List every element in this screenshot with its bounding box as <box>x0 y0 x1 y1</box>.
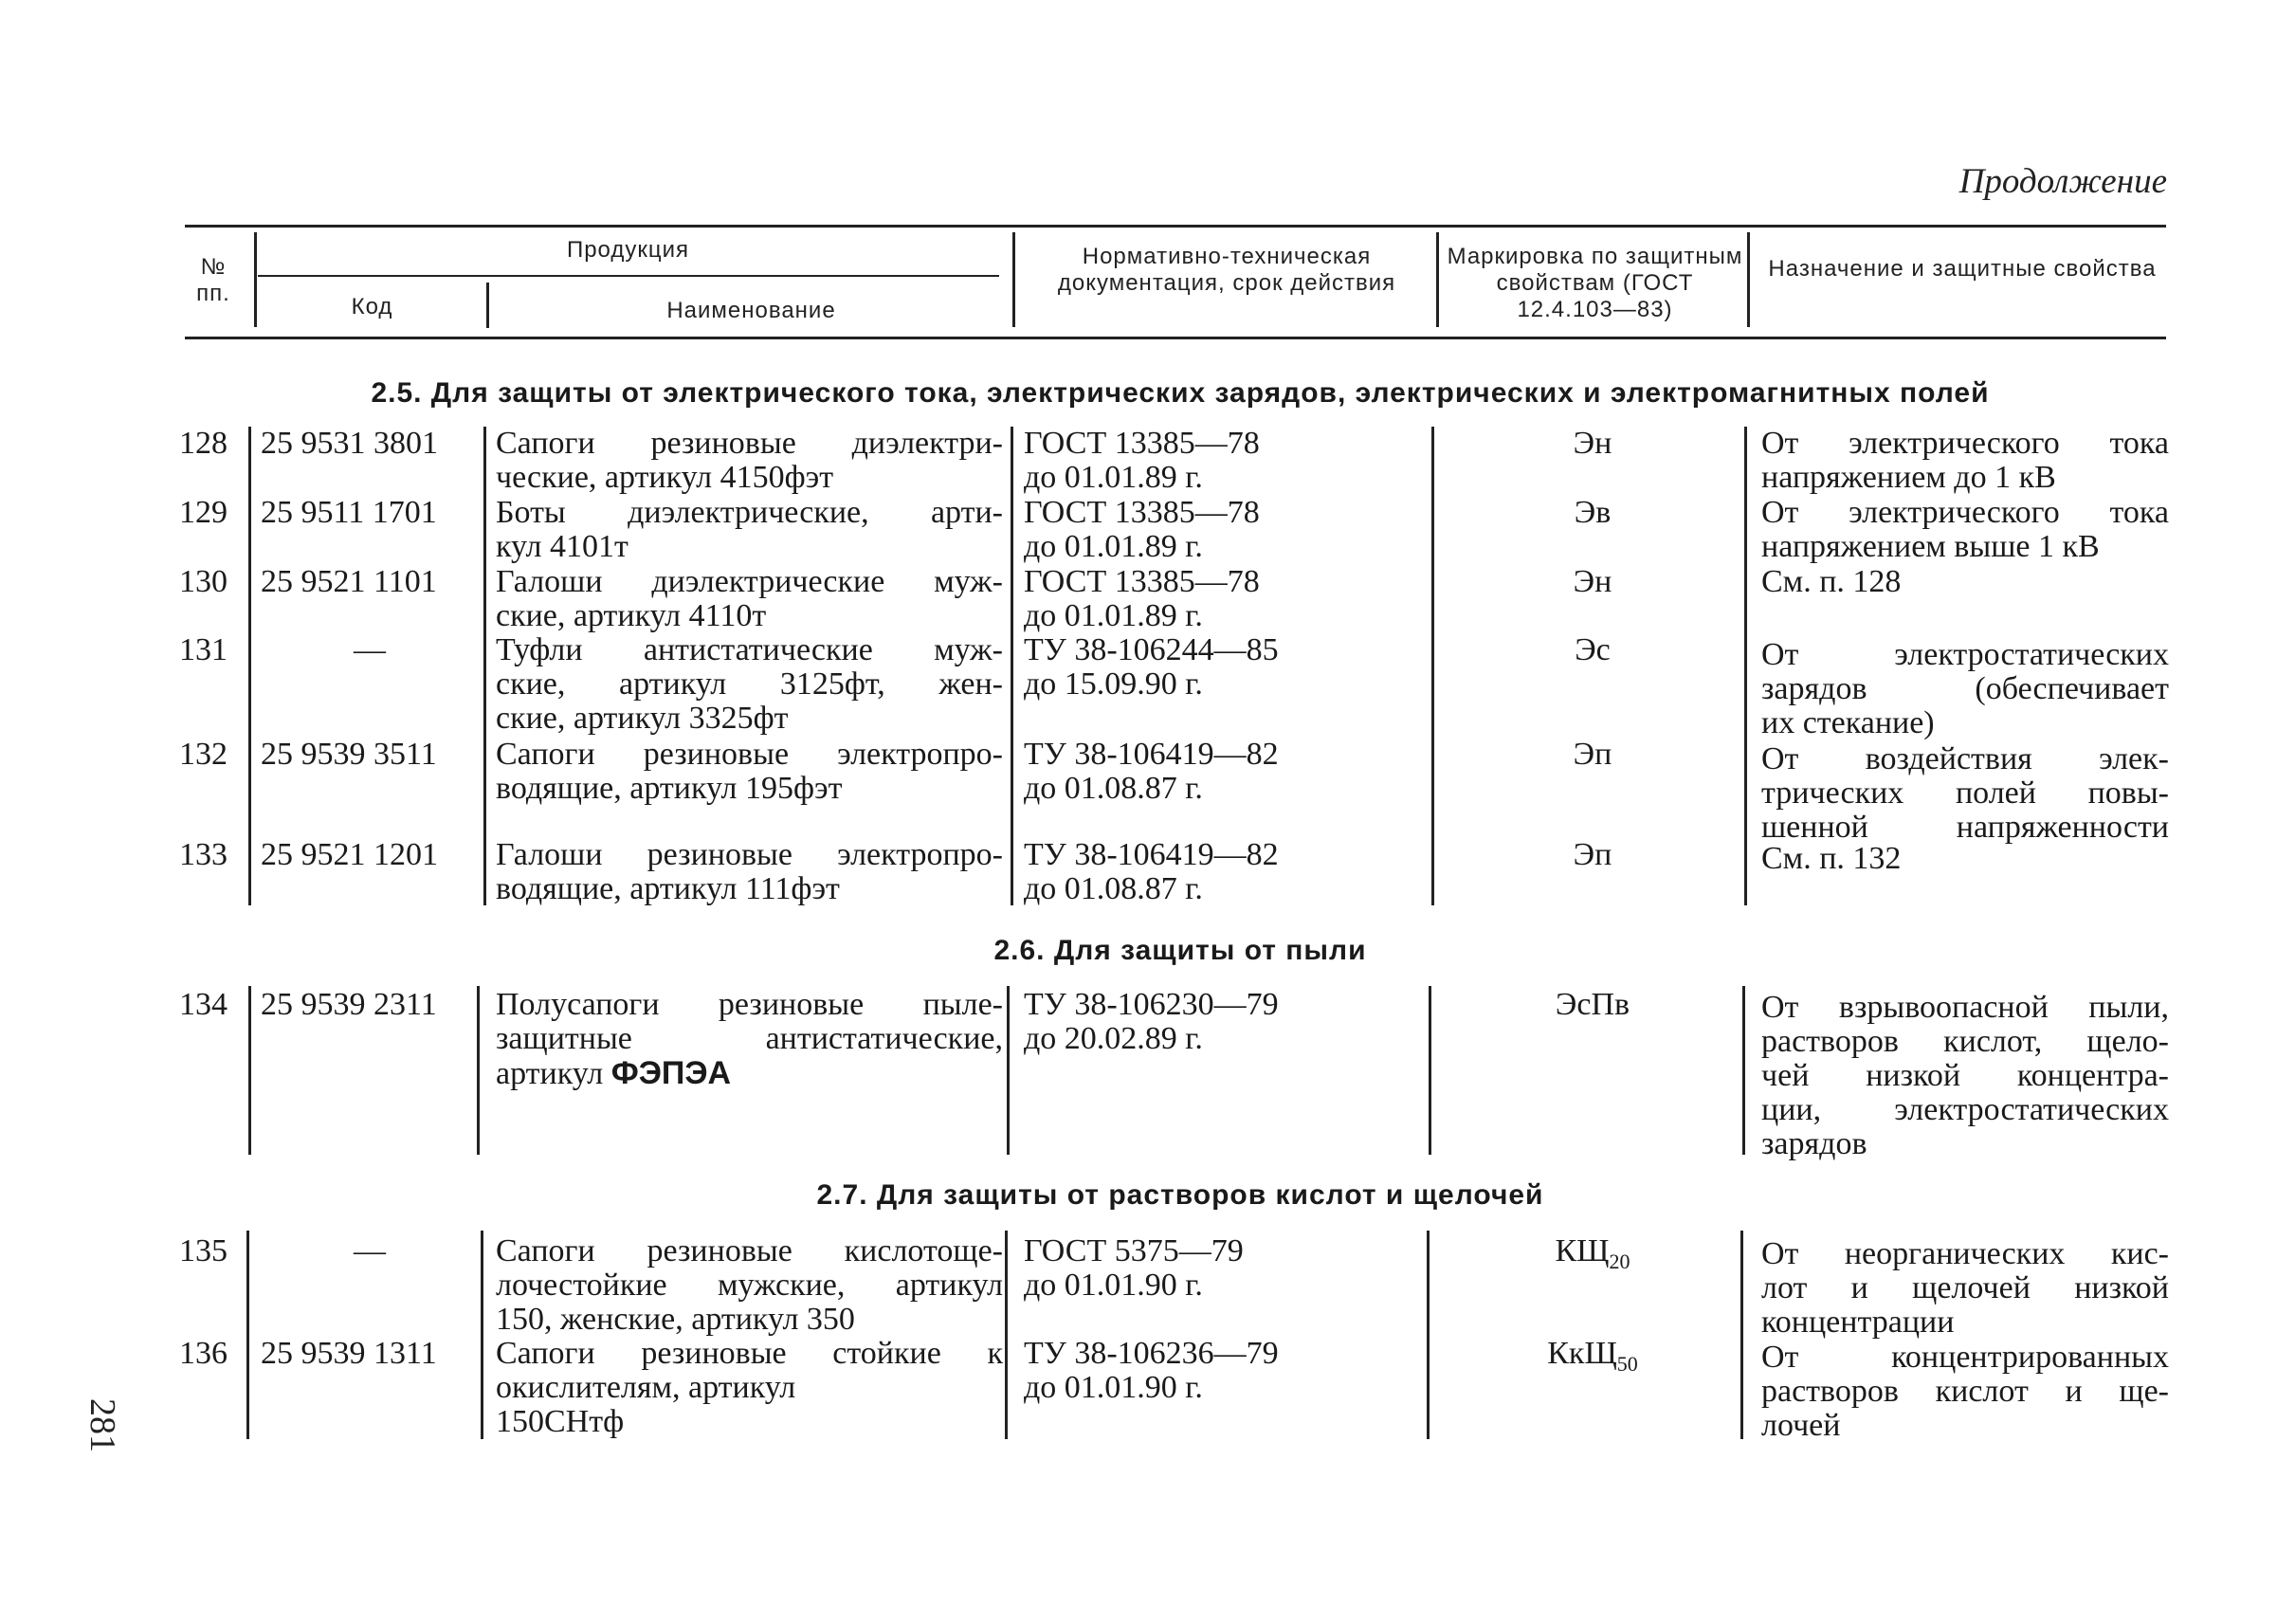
text-line: лот и щелочей низкой <box>1761 1270 2169 1305</box>
text-line: шенной напряженности <box>1761 810 2169 845</box>
text-line: защитные антистатические, <box>496 1021 1003 1056</box>
normative-doc <box>1024 1234 1422 1303</box>
text-line: ГОСТ 13385—78 <box>1024 495 1260 530</box>
header-code: Код <box>351 294 393 319</box>
text-line: ские, артикул 3325фт <box>496 701 789 736</box>
text-line: Сапоги резиновые стойкие к <box>496 1336 1003 1371</box>
header-marking: Маркировка по защитным свойствам (ГОСТ 12.4.103—83) <box>1447 244 1743 322</box>
marking-subscript: 20 <box>1609 1249 1630 1273</box>
body-divider <box>1740 1231 1743 1439</box>
text-line: От концентрированных <box>1761 1340 2169 1375</box>
header-divider-3 <box>1012 232 1015 327</box>
purpose-text <box>1761 496 2169 564</box>
text-line: водящие, артикул 111фэт <box>496 871 840 906</box>
text-line: окислителям, артикул <box>496 1370 796 1405</box>
page-number: 281 <box>82 1398 122 1452</box>
product-code: 25 9521 1201 <box>261 837 438 872</box>
body-divider <box>248 986 251 1155</box>
product-subheader-rule <box>258 275 999 277</box>
purpose-text <box>1761 427 2169 495</box>
protection-marking <box>1450 1234 1735 1279</box>
text-line: Сапоги резиновые электропро- <box>496 737 1003 772</box>
text-line: ГОСТ 13385—78 <box>1024 426 1260 461</box>
purpose-text <box>1761 991 2169 1161</box>
text-line: ческие, артикул 4150фэт <box>496 460 834 495</box>
text-line: до 01.01.89 г. <box>1024 598 1203 633</box>
purpose-text <box>1761 565 2169 599</box>
product-name <box>496 427 1003 495</box>
row-number: 132 <box>179 737 228 772</box>
product-code: — <box>354 1233 386 1268</box>
normative-doc <box>1024 496 1422 564</box>
article-code: ФЭПЭА <box>610 1055 732 1091</box>
product-code: 25 9531 3801 <box>261 426 438 461</box>
text-line: зарядов <box>1761 1126 1867 1161</box>
text-line: ские, артикул 3125фт, жен- <box>496 666 1003 702</box>
body-divider <box>1742 986 1745 1155</box>
body-divider <box>1429 986 1431 1155</box>
text-line: Сапоги резиновые диэлектри- <box>496 426 1003 461</box>
protection-marking: Эн <box>1573 564 1612 599</box>
protection-marking: Эв <box>1574 495 1612 530</box>
purpose-text <box>1761 638 2169 740</box>
purpose-text <box>1761 742 2169 845</box>
text-line: напряжением выше 1 кВ <box>1761 529 2100 564</box>
body-divider <box>1011 427 1013 905</box>
text-line: От электрического тока <box>1761 495 2169 530</box>
normative-doc <box>1024 633 1422 702</box>
text-line: до 01.01.90 г. <box>1024 1268 1203 1303</box>
text-line <box>496 1056 1003 1091</box>
text-line: их стекание) <box>1761 705 1935 740</box>
row-number: 130 <box>179 564 228 599</box>
product-name <box>496 988 1003 1091</box>
product-code: — <box>354 632 386 667</box>
header-normative: Нормативно-техническая документация, срок действия <box>1057 244 1396 296</box>
continuation-label: Продолжение <box>1958 162 2167 201</box>
body-divider <box>246 1231 249 1439</box>
text-line: до 01.01.89 г. <box>1024 460 1203 495</box>
normative-doc <box>1024 838 1422 906</box>
text-line: чей низкой концентра- <box>1761 1058 2169 1093</box>
protection-marking: Эн <box>1573 426 1612 461</box>
row-number: 131 <box>179 632 228 667</box>
protection-marking: Эп <box>1573 837 1612 872</box>
text-line: зарядов (обеспечивает <box>1761 671 2169 706</box>
purpose-text <box>1761 1341 2169 1443</box>
text-line: Туфли антистатические муж- <box>496 632 1003 667</box>
text-line: От воздействия элек- <box>1761 741 2169 776</box>
text-line: растворов кислот и ще- <box>1761 1374 2169 1409</box>
normative-doc <box>1024 738 1422 806</box>
text-line: ТУ 38-106230—79 <box>1024 987 1279 1022</box>
text-line: См. п. 132 <box>1761 841 1902 876</box>
purpose-text <box>1761 842 2169 876</box>
header-name: Наименование <box>666 298 836 323</box>
product-name <box>496 838 1003 906</box>
text-line: концентрации <box>1761 1305 1955 1340</box>
header-divider-5 <box>1747 232 1750 327</box>
header-top-rule <box>185 225 2166 228</box>
product-name <box>496 1234 1003 1337</box>
text-line: ТУ 38-106419—82 <box>1024 737 1279 772</box>
text-line: Сапоги резиновые кислотощe- <box>496 1233 1003 1268</box>
normative-doc <box>1024 427 1422 495</box>
text-line: Полусапоги резиновые пыле- <box>496 987 1003 1022</box>
text-line: до 01.08.87 г. <box>1024 871 1203 906</box>
text-line: ТУ 38-106244—85 <box>1024 632 1279 667</box>
text-line: кул 4101т <box>496 529 628 564</box>
text-line: Боты диэлектрические, арти- <box>496 495 1003 530</box>
header-divider-1 <box>254 232 257 327</box>
text-line: напряжением до 1 кВ <box>1761 460 2056 495</box>
body-divider <box>1744 427 1747 905</box>
text-line: до 01.01.90 г. <box>1024 1370 1203 1405</box>
product-name <box>496 738 1003 806</box>
section-title: 2.5. Для защиты от электрического тока, электрических зарядов, электрических и электромагнитных полей <box>371 377 1990 409</box>
marking-text: КкЩ <box>1547 1336 1617 1371</box>
normative-doc <box>1024 565 1422 633</box>
text-line: Галоши резиновые электропро- <box>496 837 1003 872</box>
body-divider <box>1005 1231 1008 1439</box>
text-line: до 01.08.87 г. <box>1024 771 1203 806</box>
body-divider <box>483 427 486 905</box>
product-name <box>496 496 1003 564</box>
protection-marking <box>1450 1337 1735 1381</box>
row-number: 136 <box>179 1336 228 1371</box>
text-line: От неорганических кис- <box>1761 1236 2169 1271</box>
body-divider <box>248 427 251 905</box>
product-name <box>496 633 1003 736</box>
body-divider <box>1427 1231 1430 1439</box>
text-line: 150СНтф <box>496 1404 625 1439</box>
row-number: 134 <box>179 987 228 1022</box>
header-divider-2 <box>486 283 489 328</box>
purpose-text <box>1761 1237 2169 1340</box>
protection-marking: Эс <box>1575 632 1611 667</box>
text-line: От электрического тока <box>1761 426 2169 461</box>
text-line: ские, артикул 4110т <box>496 598 767 633</box>
text-line: ГОСТ 13385—78 <box>1024 564 1260 599</box>
text-line: ГОСТ 5375—79 <box>1024 1233 1244 1268</box>
text-line: до 20.02.89 г. <box>1024 1021 1203 1056</box>
text-line: ТУ 38-106236—79 <box>1024 1336 1279 1371</box>
product-code: 25 9539 3511 <box>261 737 437 772</box>
name-text: артикул <box>496 1056 604 1091</box>
product-code: 25 9521 1101 <box>261 564 437 599</box>
body-divider <box>1007 986 1010 1155</box>
product-name <box>496 565 1003 633</box>
text-line: См. п. 128 <box>1761 564 1902 599</box>
section-title: 2.6. Для защиты от пыли <box>993 935 1367 966</box>
text-line: ции, электростатических <box>1761 1092 2169 1127</box>
section-title: 2.7. Для защиты от растворов кислот и щелочей <box>816 1179 1544 1211</box>
body-divider <box>481 1231 483 1439</box>
text-line: лочестойкие мужские, артикул <box>496 1268 1003 1303</box>
header-product: Продукция <box>566 237 690 263</box>
marking-text: КЩ <box>1555 1233 1610 1268</box>
row-number: 135 <box>179 1233 228 1268</box>
text-line: лочей <box>1761 1408 1841 1443</box>
text-line: Галоши диэлектрические муж- <box>496 564 1003 599</box>
row-number: 133 <box>179 837 228 872</box>
text-line: От электростатических <box>1761 637 2169 672</box>
text-line: водящие, артикул 195фэт <box>496 771 843 806</box>
text-line: трических полей повы- <box>1761 776 2169 811</box>
product-code: 25 9539 2311 <box>261 987 437 1022</box>
text-line: до 01.01.89 г. <box>1024 529 1203 564</box>
protection-marking: Эп <box>1573 737 1612 772</box>
protection-marking: ЭсПв <box>1555 987 1630 1022</box>
row-number: 128 <box>179 426 228 461</box>
text-line: растворов кислот, щело- <box>1761 1024 2169 1059</box>
body-divider <box>1431 427 1434 905</box>
header-purpose: Назначение и защитные свойства <box>1768 256 2157 282</box>
product-code: 25 9511 1701 <box>261 495 437 530</box>
header-num: № пп. <box>196 254 230 306</box>
header-divider-4 <box>1436 232 1439 327</box>
normative-doc <box>1024 988 1422 1056</box>
marking-subscript: 50 <box>1616 1351 1638 1376</box>
product-name <box>496 1337 1003 1439</box>
text-line: 150, женские, артикул 350 <box>496 1302 855 1337</box>
header-bottom-rule <box>185 337 2166 339</box>
text-line: до 15.09.90 г. <box>1024 666 1203 702</box>
text-line: От взрывоопасной пыли, <box>1761 990 2169 1025</box>
product-code: 25 9539 1311 <box>261 1336 437 1371</box>
normative-doc <box>1024 1337 1422 1405</box>
text-line: ТУ 38-106419—82 <box>1024 837 1279 872</box>
row-number: 129 <box>179 495 228 530</box>
